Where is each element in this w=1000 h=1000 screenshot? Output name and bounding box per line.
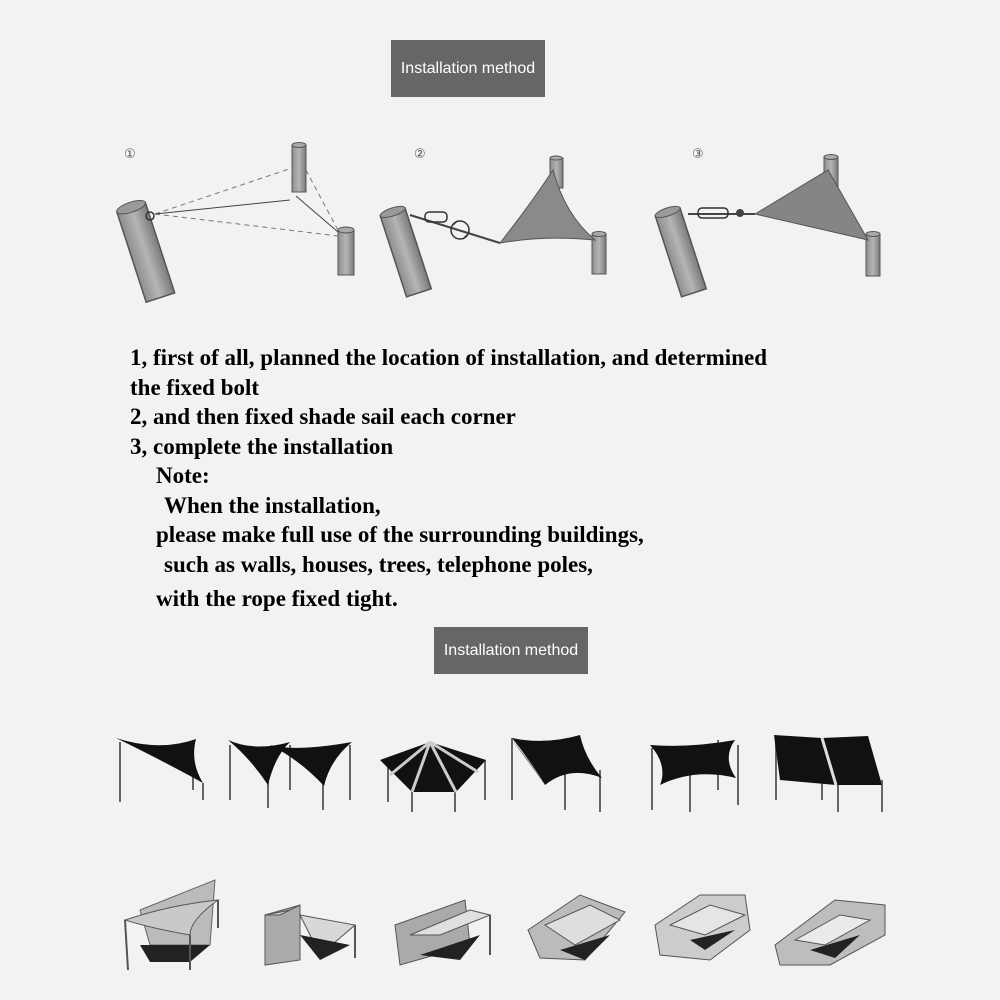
- step-1-illustration: [115, 143, 354, 303]
- step-number-2: ②: [414, 147, 426, 162]
- note-line-1: When the installation,: [164, 492, 381, 518]
- installation-method-label-bottom: Installation method: [434, 627, 588, 674]
- note-line-3: such as walls, houses, trees, telephone poles,: [164, 551, 593, 577]
- sail-config-5: [650, 740, 738, 812]
- step-3-illustration: [654, 155, 880, 297]
- building-config-6: [775, 900, 885, 965]
- building-config-2: [265, 905, 355, 965]
- note-line-2: please make full use of the surrounding buildings,: [156, 522, 644, 547]
- note-line-4: with the rope fixed tight.: [156, 586, 398, 611]
- sail-config-2: [228, 740, 352, 810]
- sail-config-4: [512, 735, 602, 812]
- instruction-line-1: 1, first of all, planned the location of installation, and determined: [130, 345, 767, 370]
- installation-instructions: [130, 343, 910, 614]
- building-config-4: [528, 895, 625, 960]
- sail-config-3: [380, 742, 486, 812]
- note-title: Note:: [156, 463, 210, 488]
- instruction-line-4: 3, complete the installation: [130, 433, 394, 459]
- step-2-illustration: [379, 156, 606, 297]
- building-config-1: [125, 880, 218, 970]
- sail-config-6: [774, 735, 882, 812]
- installation-method-label-top: Installation method: [391, 40, 545, 97]
- step-number-1: ①: [124, 147, 136, 162]
- instruction-line-2: the fixed bolt: [130, 374, 260, 400]
- building-config-3: [395, 900, 490, 965]
- step-number-3: ③: [692, 147, 704, 162]
- building-config-5: [655, 895, 750, 960]
- sail-config-1: [116, 738, 203, 802]
- instruction-line-3: 2, and then fixed shade sail each corner: [130, 404, 516, 429]
